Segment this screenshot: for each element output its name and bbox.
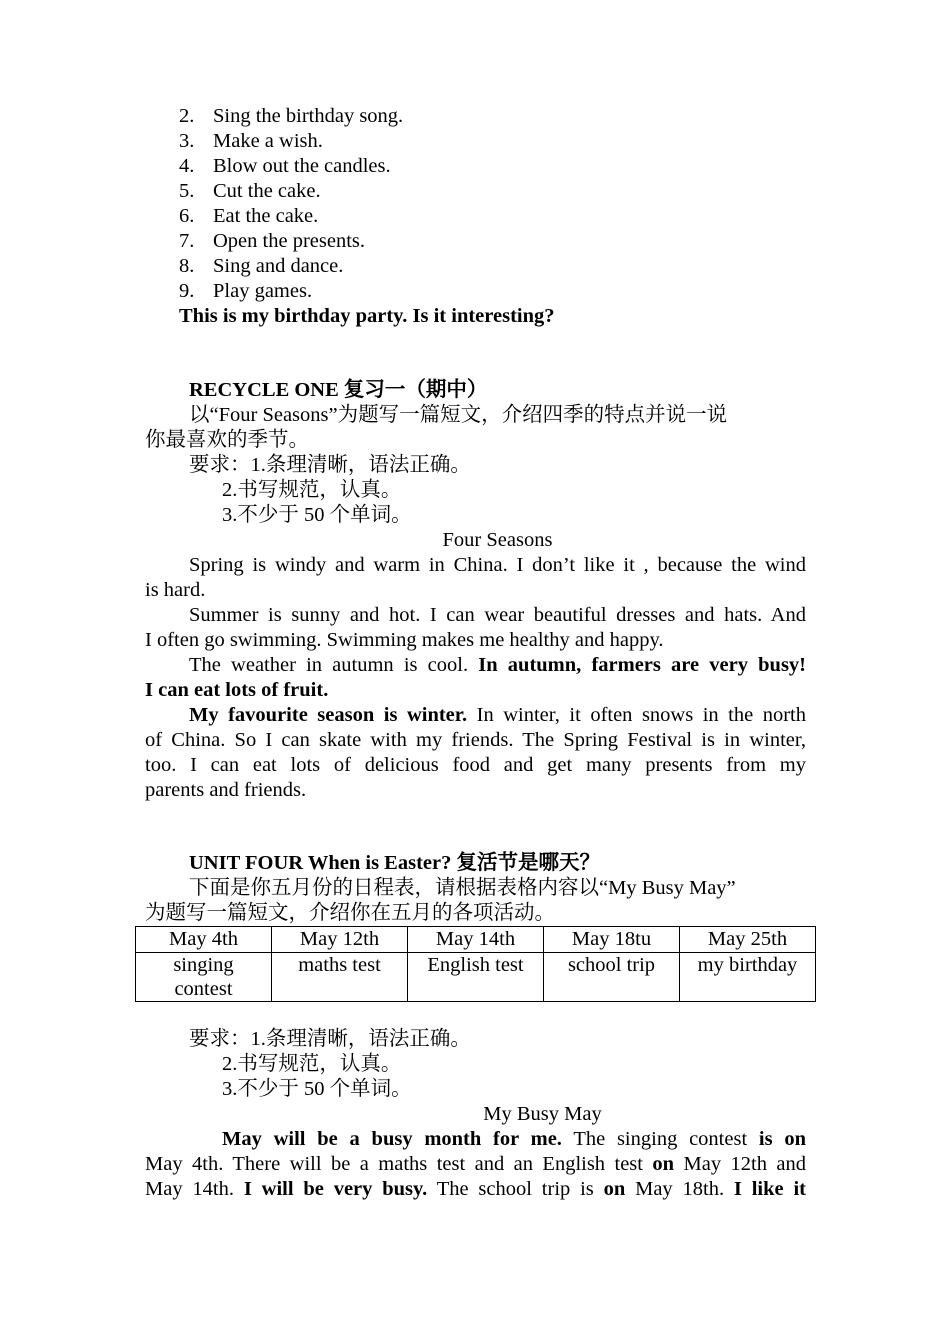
table-cell: May 14th [408,927,544,953]
writing-prompt: 为题写一篇短文，介绍你在五月的各项活动。 [145,902,555,924]
list-item [179,279,312,304]
essay-line: I often go swimming. Swimming makes me healthy and happy. [145,629,664,651]
essay-line: May 14th. I will be very busy. The school trip is on May 18th. I like it [145,1178,806,1200]
party-closing: This is my birthday party. Is it interesting? [179,305,555,327]
essay-line: May 4th. There will be a maths test and an English test on May 12th and [145,1153,806,1175]
list-number: 5. [179,180,195,202]
requirement: 要求：1.条理清晰，语法正确。 [189,454,471,476]
list-text: Blow out the candles. [213,155,391,177]
essay-title: Four Seasons [442,529,553,551]
list-text: Eat the cake. [213,205,319,227]
list-number: 2. [179,105,195,127]
essay-title: My Busy May [483,1103,602,1125]
table-cell: school trip [544,953,680,1002]
essay-line: parents and friends. [145,779,307,801]
essay-line: too. I can eat lots of delicious food and get many presents from my [145,754,806,776]
essay-line: The weather in autumn is cool. In autumn, farmers are very busy! [189,654,807,676]
essay-line: Summer is sunny and hot. I can wear beautiful dresses and hats. And [189,604,806,626]
list-number: 8. [179,255,195,277]
essay-line: is hard. [145,579,206,601]
essay-line: of China. So I can skate with my friends. The Spring Festival is in winter, [145,729,806,751]
list-number: 7. [179,230,195,252]
list-number: 4. [179,155,195,177]
list-text: Open the presents. [213,230,365,252]
list-text: Cut the cake. [213,180,321,202]
essay-line: Spring is windy and warm in China. I don’t like it , because the wind [189,554,806,576]
writing-prompt: 你最喜欢的季节。 [145,429,309,451]
requirement: 要求：1.条理清晰，语法正确。 [189,1028,471,1050]
list-text: Make a wish. [213,130,323,152]
list-number: 3. [179,130,195,152]
section-heading-recycle-one: RECYCLE ONE 复习一（期中） [189,379,488,401]
list-item [179,229,365,254]
essay-line: My favourite season is winter. In winter, it often snows in the north [189,704,806,726]
essay-line: I can eat lots of fruit. [145,679,329,701]
writing-prompt: 以“Four Seasons”为题写一篇短文，介绍四季的特点并说一说 [189,404,728,426]
table-cell: English test [408,953,544,1002]
table-row [136,953,816,1002]
table-row [136,927,816,953]
list-item [179,179,321,204]
table-cell: May 12th [272,927,408,953]
essay-line: May will be a busy month for me. The singing contest is on [222,1128,806,1150]
table-cell: my birthday [680,953,816,1002]
section-heading-unit-four: UNIT FOUR When is Easter? 复活节是哪天？ [189,852,600,874]
writing-prompt: 下面是你五月份的日程表，请根据表格内容以“My Busy May” [189,877,736,899]
requirement: 2.书写规范，认真。 [222,479,402,501]
list-text: Sing the birthday song. [213,105,404,127]
list-item [179,129,323,154]
list-number: 9. [179,280,195,302]
table-cell: May 18tu [544,927,680,953]
table-cell: May 4th [136,927,272,953]
list-item [179,204,318,229]
table-cell: May 25th [680,927,816,953]
requirement: 3.不少于 50 个单词。 [222,504,412,526]
table-cell: singing contest [136,953,272,1002]
list-item [179,104,403,129]
requirement: 3.不少于 50 个单词。 [222,1078,412,1100]
list-item [179,154,391,179]
table-cell: maths test [272,953,408,1002]
schedule-table [135,926,816,1002]
list-text: Sing and dance. [213,255,344,277]
list-item [179,254,343,279]
requirement: 2.书写规范，认真。 [222,1053,402,1075]
list-text: Play games. [213,280,313,302]
list-number: 6. [179,205,195,227]
